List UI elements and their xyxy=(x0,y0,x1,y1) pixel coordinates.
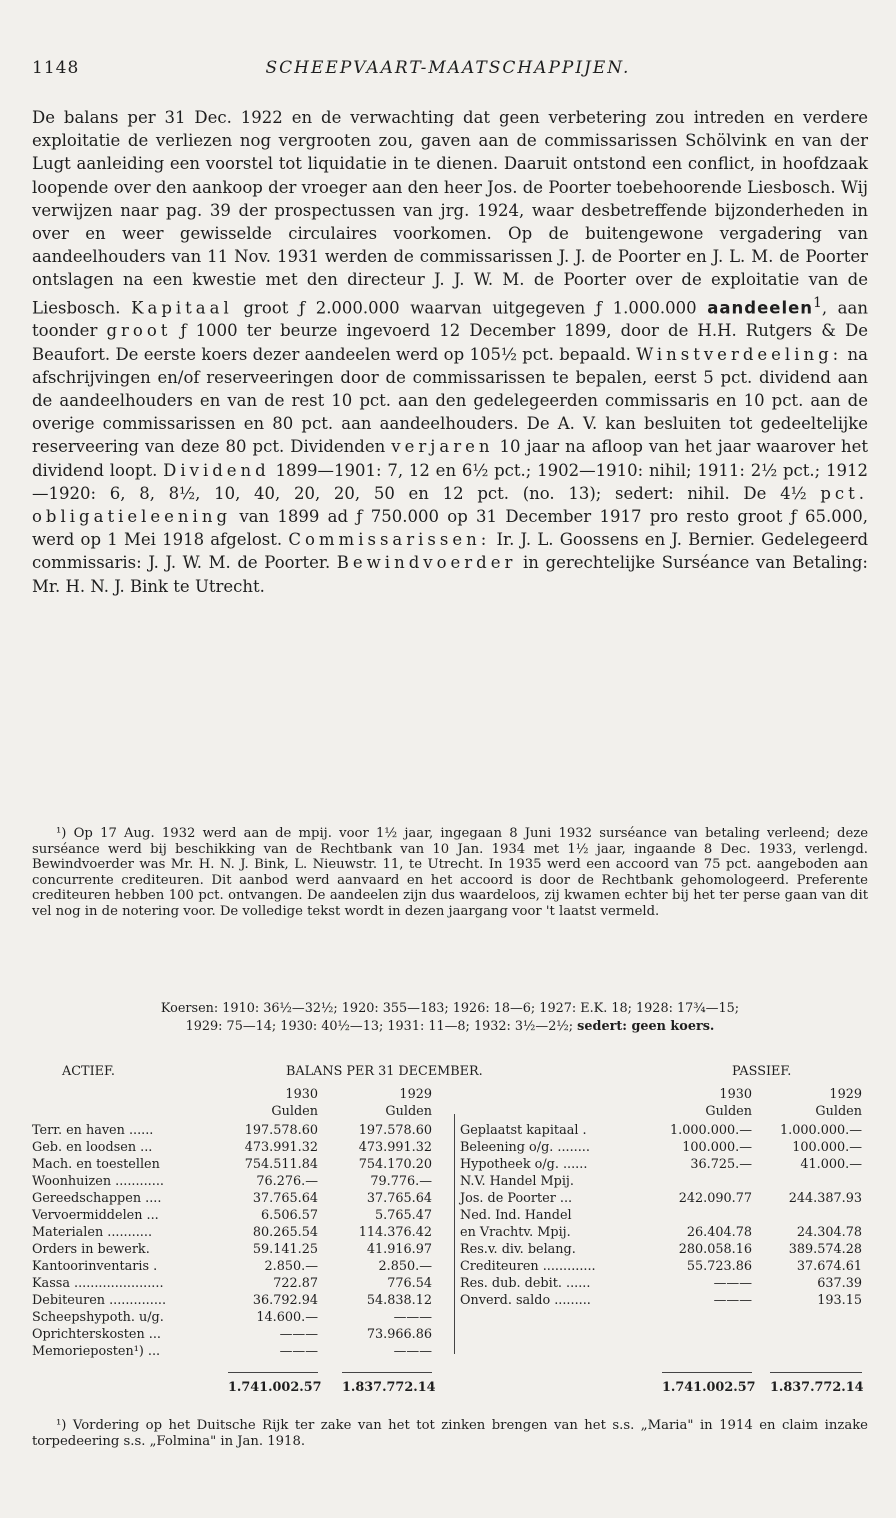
actief-value-1929: ——— xyxy=(393,1310,432,1325)
balance-sheet xyxy=(32,1064,868,1359)
total-passief-1930: 1.741.002.57 xyxy=(662,1380,756,1395)
total-rule xyxy=(342,1372,432,1373)
actief-value-1929: 473.991.32 xyxy=(358,1140,432,1155)
actief-value-1930: 80.265.54 xyxy=(252,1225,318,1240)
actief-value-1929: 37.765.64 xyxy=(366,1191,432,1206)
text-p2b: , aan toonder xyxy=(32,298,868,341)
actief-value-1930: 36.792.94 xyxy=(252,1293,318,1308)
passief-label: Hypotheek o/g. ...... xyxy=(460,1157,588,1172)
table-row xyxy=(32,1309,868,1326)
koersen-line-2b: sedert: geen koers. xyxy=(577,1019,715,1034)
table-row xyxy=(32,1190,868,1207)
unit-label: Gulden xyxy=(385,1104,432,1119)
obligatie-label: pct. obligatieleening xyxy=(32,483,868,526)
footnote-surseance xyxy=(32,826,868,920)
actief-value-1930: 754.511.84 xyxy=(244,1157,318,1172)
koersen-line-1: Koersen: 1910: 36½—32½; 1920: 355—183; 1926: 18—6; 1927: E.K. 18; 1928: 17¾—15; xyxy=(160,1001,740,1016)
passief-value-1929: 244.387.93 xyxy=(788,1191,862,1206)
table-row xyxy=(32,1241,868,1258)
footnote-text: ¹) Op 17 Aug. 1932 werd aan de mpij. voor 1½ jaar, ingegaan 8 Juni 1932 surséance van betaling verleend; deze surséance werd bij beschikking van de Rechtbank van 10 Jan. 1934 met 1½ jaar, ingaande 8 Dec. 1933, verlengd. Bewindvoerder was Mr. H. N. J. Bink, L. Nieuwstr. 11, te Utrecht. In 1935 werd een accoord van 75 pct. aangeboden aan concurrente crediteuren. Dit aanbod werd aanvaard en het accoord is door de Rechtbank gehomologeerd. Preferente crediteuren hebben 100 pct. ontvangen. De aandeelen zijn dus waardeloos, zij kwamen echter bij het ter perse gaan van dit vel nog in de notering voor. De volledige tekst wordt in dezen jaargang voor 't laatst vermeld. xyxy=(32,826,868,919)
passief-value-1929: 637.39 xyxy=(817,1276,862,1291)
passief-label: Ned. Ind. Handel xyxy=(460,1208,572,1223)
verjaren-label: verjaren xyxy=(391,437,494,457)
actief-label: Mach. en toestellen xyxy=(32,1157,160,1172)
table-row xyxy=(32,1173,868,1190)
text-p6: van 1899 ad ƒ 750.000 op 31 December 1917 pro resto groot ƒ 65.000, werd op 1 Mei 1918 afgelost. xyxy=(32,506,868,550)
actief-value-1930: ——— xyxy=(279,1327,318,1342)
total-rule xyxy=(770,1372,862,1373)
table-row xyxy=(32,1343,868,1360)
actief-col-1930 xyxy=(228,1086,318,1120)
text-p2c: ƒ 1000 ter beurze ingevoerd 12 December 1899, door de H.H. Rutgers & De Beaufort. De eerste koers dezer aandeelen werd op 105½ pct. bepaald. xyxy=(32,321,868,364)
passief-value-1929: 37.674.61 xyxy=(796,1259,862,1274)
body-paragraph: De balans per 31 Dec. 1922 en de verwachting dat geen verbetering zou intreden en verdere exploitatie de verliezen nog vergrooten zou, gaven aan de commissarissen Schölvink en van der Lugt aanleiding een voorstel tot liquidatie in te dienen. Daaruit ontstond een conflict, in hoofdzaak loopende over den aankoop der vroeger aan den heer Jos. de Poorter toebehoorende Liesbosch. Wij verwijzen naar pag. 39 der prospectussen van jrg. 1924, waar desbetreffende bijzonderheden in over en weer gewisselde circulaires voorkomen. Op de buitengewone vergadering van aandeelhouders van 11 Nov. 1931 werden de commissarissen J. J. de Poorter en J. L. M. de Poorter ontslagen na een kwestie met den directeur J. J. W. M. de Poorter over de exploitatie van de Liesbosch. Kapitaal groot ƒ 2.000.000 waarvan uitgegeven ƒ 1.000.000 aandeelen$^1$, aan toonder groot ƒ 1000 ter beurze ingevoerd 12 December 1899, door de H.H. Rutgers & De Beaufort. De eerste koers dezer aandeelen werd op 105½ pct. bepaald. Winstverdeeling: na afschrijvingen en/of reserveeringen door de commissarissen te bepalen, eerst 5 pct. dividend aan de aandeelhouders en van de rest 10 pct. aan den gedelegeerden commissaris en 10 pct. aan de overige commissarissen en 80 pct. aan aandeelhouders. De A. V. kan besluiten tot gedeeltelijke reserveering van deze 80 pct. Dividenden verjaren 10 jaar na afloop van het jaar waarover het dividend loopt. Dividend 1899—1901: 7, 12 en 6½ pct.; 1902—1910: nihil; 1911: 2½ pct.; 1912—1920: 6, 8, 8½, 10, 40, 20, 20, 50 en 12 pct. (no. 13); sedert: nihil. De 4½ pct. obligatieleening van 1899 ad ƒ 750.000 op 31 December 1917 pro resto groot ƒ 65.000, werd op 1 Mei 1918 afgelost. Commissarissen: Ir. J. L. Goossens en J. Bernier. Gedelegeerd commissaris: J. J. W. M. de Poorter. Bewindvoerder in gerechtelijke Surséance van Betaling: Mr. H. N. J. Bink te Utrecht. xyxy=(32,108,869,596)
year-label: 1929 xyxy=(829,1087,862,1102)
actief-value-1929: 754.170.20 xyxy=(358,1157,432,1172)
page-header xyxy=(32,58,864,88)
passief-value-1929: 389.574.28 xyxy=(788,1242,862,1257)
actief-value-1929: 5.765.47 xyxy=(375,1208,432,1223)
actief-value-1929: 197.578.60 xyxy=(358,1123,432,1138)
actief-value-1929: ——— xyxy=(393,1344,432,1359)
passief-value-1929: 1.000.000.— xyxy=(780,1123,862,1138)
year-label: 1930 xyxy=(719,1087,752,1102)
passief-value-1930: 1.000.000.— xyxy=(670,1123,752,1138)
page-number: 1148 xyxy=(32,58,80,78)
actief-label: Materialen ........... xyxy=(32,1225,153,1240)
actief-label: Vervoermiddelen ... xyxy=(32,1208,159,1223)
table-row xyxy=(32,1258,868,1275)
koersen-line-2 xyxy=(32,1018,868,1036)
table-row xyxy=(32,1224,868,1241)
text-p7: Ir. J. L. Goossens en J. Bernier. Gedelegeerd commissaris: J. J. W. M. de Poorter. xyxy=(32,530,869,573)
unit-label: Gulden xyxy=(815,1104,862,1119)
passief-label: Beleening o/g. ........ xyxy=(460,1140,590,1155)
text-p2a: groot ƒ 2.000.000 waarvan uitgegeven ƒ 1.000.000 xyxy=(243,298,697,318)
total-rule xyxy=(662,1372,752,1373)
table-row xyxy=(32,1326,868,1343)
actief-value-1929: 2.850.— xyxy=(378,1259,432,1274)
table-row xyxy=(32,1292,868,1309)
actief-value-1930: 14.600.— xyxy=(256,1310,318,1325)
total-actief-1929: 1.837.772.14 xyxy=(342,1380,436,1395)
winstverdeeling-label: Winstverdeeling: xyxy=(636,344,843,364)
table-row xyxy=(32,1139,868,1156)
year-label: 1930 xyxy=(285,1087,318,1102)
aandeelen-label: aandeelen xyxy=(707,298,814,318)
actief-col-1929 xyxy=(342,1086,432,1120)
actief-value-1930: 6.506.57 xyxy=(261,1208,318,1223)
passief-value-1929: 24.304.78 xyxy=(796,1225,862,1240)
passief-label: Crediteuren ............. xyxy=(460,1259,596,1274)
table-row xyxy=(32,1122,868,1139)
passief-value-1929: 193.15 xyxy=(817,1293,862,1308)
passief-value-1930: 100.000.— xyxy=(682,1140,752,1155)
table-row xyxy=(32,1275,868,1292)
running-title: SCHEEPVAART-MAATSCHAPPIJEN. xyxy=(265,58,631,78)
text-p5: 1899—1901: 7, 12 en 6½ pct.; 1902—1910: nihil; 1911: 2½ pct.; 1912—1920: 6, 8, 8½, 10, 40, 20, 20, 50 en 12 pct. (no. 13); sedert: nihil. De 4½ xyxy=(32,460,869,503)
actief-label: Kassa ...................... xyxy=(32,1276,164,1291)
total-rule xyxy=(228,1372,318,1373)
passief-label: N.V. Handel Mpij. xyxy=(460,1174,574,1189)
text-p4: 10 jaar na afloop van het jaar waarover het dividend loopt. xyxy=(32,437,869,480)
bewindvoerder-label: Bewindvoerder xyxy=(336,553,517,573)
koersen-line-2a: 1929: 75—14; 1930: 40½—13; 1931: 11—8; 1932: 3½—2½; xyxy=(185,1019,574,1034)
passief-value-1930: 280.058.16 xyxy=(678,1242,752,1257)
actief-value-1929: 114.376.42 xyxy=(358,1225,432,1240)
koersen-block xyxy=(32,1000,868,1036)
passief-value-1930: 26.404.78 xyxy=(686,1225,752,1240)
passief-heading: PASSIEF. xyxy=(732,1064,792,1079)
balance-header xyxy=(32,1064,868,1086)
actief-label: Debiteuren .............. xyxy=(32,1293,167,1308)
text-p1: De balans per 31 Dec. 1922 en de verwachting dat geen verbetering zou intreden en verdere exploitatie de verliezen nog vergrooten zou, gaven aan de commissarissen Schölvink en van der Lugt aanleiding een voorstel tot liquidatie in te dienen. Daaruit ontstond een conflict, in hoofdzaak loopende over den aankoop der vroeger aan den heer Jos. de Poorter toebehoorende Liesbosch. Wij verwijzen naar pag. 39 der prospectussen van jrg. 1924, waar desbetreffende bijzonderheden in over en weer gewisselde circulaires voorkomen. Op de buitengewone vergadering van aandeelhouders van 11 Nov. 1931 werden de commissarissen J. J. de Poorter en J. L. M. de Poorter ontslagen na een kwestie met den directeur J. J. W. M. de Poorter over de exploitatie van de Liesbosch. xyxy=(32,108,868,318)
passief-label: Geplaatst kapitaal . xyxy=(460,1123,587,1138)
passief-col-1930 xyxy=(662,1086,752,1120)
footnote-memorieposten xyxy=(32,1418,868,1450)
actief-label: Gereedschappen .... xyxy=(32,1191,162,1206)
unit-label: Gulden xyxy=(271,1104,318,1119)
actief-value-1930: 473.991.32 xyxy=(244,1140,318,1155)
actief-heading: ACTIEF. xyxy=(62,1064,115,1079)
table-row xyxy=(32,1156,868,1173)
actief-label: Woonhuizen ............ xyxy=(32,1174,164,1189)
year-label: 1929 xyxy=(399,1087,432,1102)
actief-value-1930: 37.765.64 xyxy=(252,1191,318,1206)
actief-label: Scheepshypoth. u/g. xyxy=(32,1310,164,1325)
table-row xyxy=(32,1207,868,1224)
passief-value-1930: 36.725.— xyxy=(690,1157,752,1172)
total-passief-1929: 1.837.772.14 xyxy=(770,1380,864,1395)
passief-label: Jos. de Poorter ... xyxy=(460,1191,573,1206)
passief-value-1930: 55.723.86 xyxy=(686,1259,752,1274)
passief-label: Res.v. div. belang. xyxy=(460,1242,576,1257)
actief-value-1930: 722.87 xyxy=(273,1276,318,1291)
total-actief-1930: 1.741.002.57 xyxy=(228,1380,322,1395)
actief-value-1929: 41.916.97 xyxy=(366,1242,432,1257)
passief-label: en Vrachtv. Mpij. xyxy=(460,1225,571,1240)
balance-title: BALANS PER 31 DECEMBER. xyxy=(286,1064,483,1079)
actief-label: Terr. en haven ...... xyxy=(32,1123,154,1138)
actief-value-1929: 776.54 xyxy=(387,1276,432,1291)
text-p3: na afschrijvingen en/of reserveeringen door de commissarissen te bepalen, eerst 5 pct. dividend aan de aandeelhouders en van de rest 10 pct. aan den gedelegeerden commissaris en 10 pct. aan de overige commissarissen en 80 pct. aan aandeelhouders. De A. V. kan besluiten tot gedeeltelijke reserveering van deze 80 pct. Dividenden xyxy=(32,344,869,457)
passief-value-1929: 41.000.— xyxy=(800,1157,862,1172)
actief-value-1930: 59.141.25 xyxy=(252,1242,318,1257)
actief-value-1930: 197.578.60 xyxy=(244,1123,318,1138)
passief-value-1930: 242.090.77 xyxy=(678,1191,752,1206)
actief-label: Oprichterskosten ... xyxy=(32,1327,161,1342)
passief-value-1930: ——— xyxy=(713,1276,752,1291)
actief-label: Geb. en loodsen ... xyxy=(32,1140,153,1155)
actief-value-1929: 79.776.— xyxy=(370,1174,432,1189)
actief-value-1929: 73.966.86 xyxy=(366,1327,432,1342)
actief-label: Orders in bewerk. xyxy=(32,1242,150,1257)
unit-label: Gulden xyxy=(705,1104,752,1119)
actief-label: Kantoorinventaris . xyxy=(32,1259,158,1274)
actief-value-1930: 76.276.— xyxy=(256,1174,318,1189)
groot-label: groot xyxy=(106,321,172,341)
passief-value-1929: 100.000.— xyxy=(792,1140,862,1155)
commissarissen-label: Commissarissen: xyxy=(288,530,491,550)
passief-col-1929 xyxy=(770,1086,862,1120)
dividend-label: Dividend xyxy=(163,460,270,480)
passief-value-1930: ——— xyxy=(713,1293,752,1308)
text-p8: in gerechtelijke Surséance van Betaling: Mr. H. N. J. Bink te Utrecht. xyxy=(32,553,868,596)
actief-label: Memorieposten¹) ... xyxy=(32,1344,161,1359)
passief-label: Onverd. saldo ......... xyxy=(460,1293,591,1308)
actief-value-1930: 2.850.— xyxy=(264,1259,318,1274)
footnote-text: ¹) Vordering op het Duitsche Rijk ter zake van het tot zinken brengen van het s.s. „Maria" in 1914 en claim inzake torpedeering s.s. „Folmina" in Jan. 1918. xyxy=(32,1418,868,1449)
kapitaal-label: Kapitaal xyxy=(131,298,233,318)
main-text xyxy=(32,106,868,598)
actief-value-1930: ——— xyxy=(279,1344,318,1359)
passief-label: Res. dub. debit. ...... xyxy=(460,1276,591,1291)
actief-value-1929: 54.838.12 xyxy=(366,1293,432,1308)
